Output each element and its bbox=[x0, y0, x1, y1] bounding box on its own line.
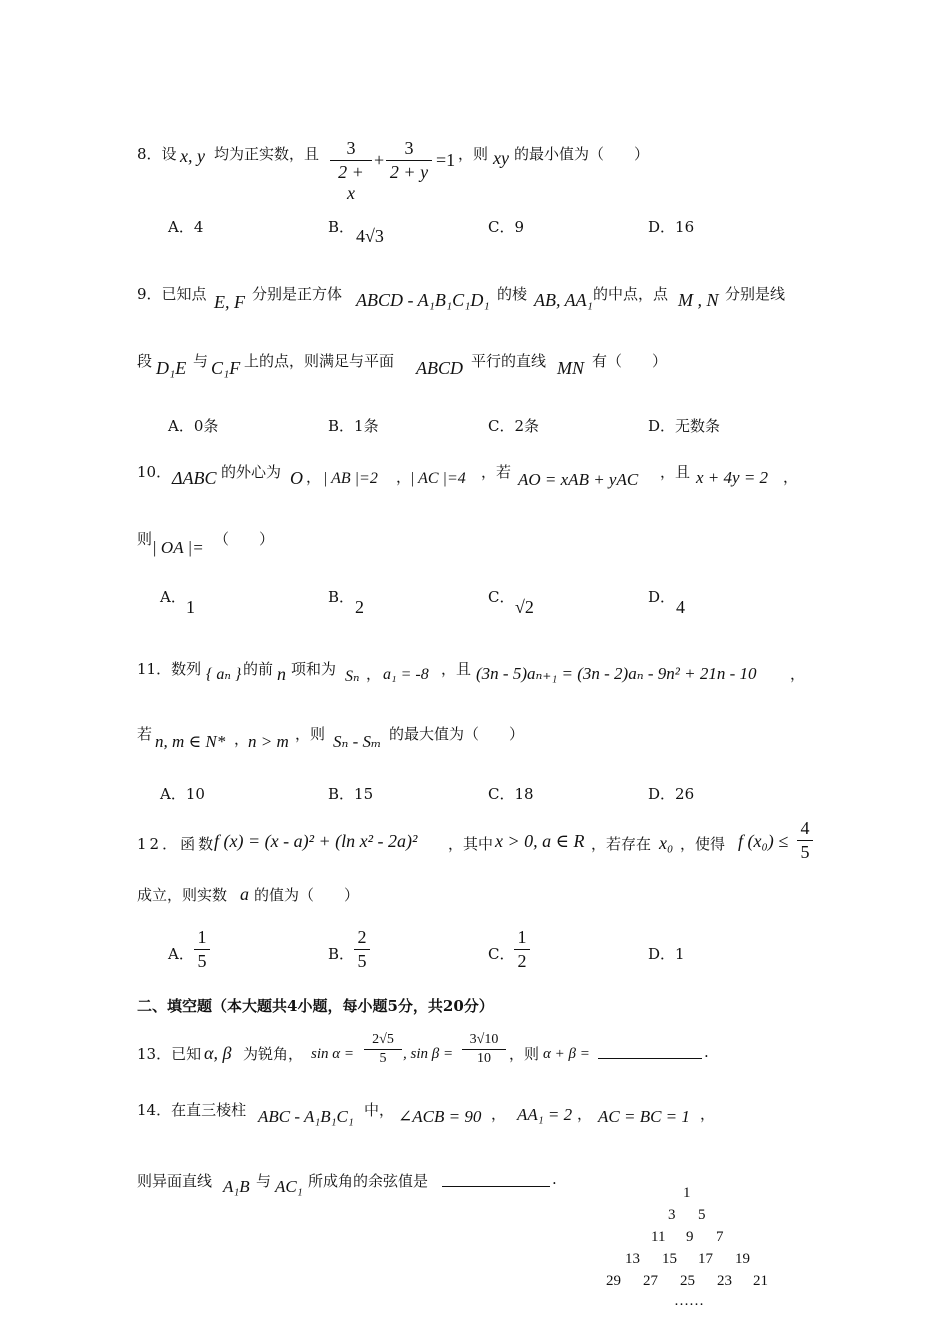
q9-option-d: D．无数条 bbox=[648, 417, 721, 435]
triangle-row4-item1: 13 bbox=[625, 1251, 640, 1267]
q8-text: 均为正实数，且 bbox=[214, 145, 320, 163]
q10-comma-1: ， bbox=[306, 468, 322, 486]
q10-o: O bbox=[290, 468, 303, 488]
q12-number: 12．函数 bbox=[137, 835, 217, 853]
triangle-row3-item3: 7 bbox=[716, 1229, 724, 1245]
q10-comma-2: ， bbox=[396, 468, 412, 486]
q9-mn: M , N bbox=[678, 290, 719, 310]
q12-option-c-fraction: 1 2 bbox=[514, 927, 530, 972]
triangle-row2-item1: 3 bbox=[668, 1207, 676, 1223]
q12-a: a bbox=[240, 884, 249, 904]
q10-option-a-value: 1 bbox=[186, 597, 195, 617]
q8-option-c: C．9 bbox=[488, 218, 525, 236]
q13-answer-blank[interactable] bbox=[598, 1044, 702, 1059]
q8-vars: x, y bbox=[180, 146, 205, 166]
q10-text-3: ，且 bbox=[660, 463, 691, 481]
q12-fx0: f (x₀) ≤ bbox=[738, 831, 789, 851]
q10-option-a-label: A． bbox=[160, 588, 186, 606]
q14-comma-3: ， bbox=[700, 1105, 716, 1123]
q12-text-2: ，若存在 bbox=[591, 835, 652, 853]
q11-difference: Sₙ - Sₘ bbox=[333, 732, 382, 751]
q8-comma: ，则 bbox=[458, 145, 489, 163]
q14-prism: ABC - A₁B₁C₁ bbox=[258, 1107, 354, 1126]
q13-alpha-beta: α, β bbox=[204, 1043, 232, 1063]
q12-text-3: ，使得 bbox=[680, 835, 726, 853]
q11-n: n bbox=[277, 664, 286, 684]
q9-tail: 有（ ） bbox=[592, 352, 668, 370]
q14-angle: ∠ACB = 90 bbox=[398, 1107, 482, 1126]
q12-function: f (x) = (x - a)² + (ln x² - 2a)² bbox=[214, 831, 418, 851]
q8-number: 8．设 bbox=[137, 145, 177, 163]
q8-option-a: A．4 bbox=[168, 218, 204, 236]
q13-number: 13．已知 bbox=[137, 1045, 202, 1063]
q9-text-6: 平行的直线 bbox=[471, 352, 547, 370]
triangle-row5-item4: 23 bbox=[717, 1273, 732, 1289]
q13-text-2: ，则 bbox=[509, 1045, 540, 1063]
q10-number: 10． bbox=[137, 463, 172, 481]
q10-option-c-label: C． bbox=[488, 588, 515, 606]
q8-fraction-2: 3 2 + y bbox=[386, 138, 432, 183]
q10-ab: | AB |=2 bbox=[323, 470, 378, 487]
q13-period: . bbox=[704, 1043, 709, 1061]
q14-text-2: 所成角的余弦值是 bbox=[308, 1172, 429, 1190]
q10-option-d-label: D． bbox=[648, 588, 676, 606]
q12-option-d: D．1 bbox=[648, 945, 685, 963]
q12-text-1: ，其中 bbox=[448, 835, 494, 853]
q9-line2-start: 段 bbox=[137, 352, 153, 370]
q14-comma-2: ， bbox=[577, 1105, 593, 1123]
q9-text-1: 分别是正方体 bbox=[252, 285, 343, 303]
q11-tail: 的最大值为（ ） bbox=[389, 725, 525, 743]
q14-number: 14．在直三棱柱 bbox=[137, 1101, 247, 1119]
q8-option-d: D．16 bbox=[648, 218, 695, 236]
q11-text-4: ，则 bbox=[295, 725, 326, 743]
q12-option-b-label: B． bbox=[328, 945, 355, 963]
q10-paren: （ ） bbox=[214, 530, 275, 548]
q13-text-1: 为锐角， bbox=[243, 1045, 304, 1063]
q13-sin-alpha: sin α = bbox=[311, 1046, 355, 1062]
triangle-row5-item3: 25 bbox=[680, 1273, 695, 1289]
q9-text-4: 分别是线 bbox=[725, 285, 786, 303]
q8-option-b: B． bbox=[328, 218, 355, 236]
q9-ef: E, F bbox=[214, 292, 245, 312]
q11-comma-3: ， bbox=[790, 665, 806, 683]
q11-text-3: ，且 bbox=[441, 660, 472, 678]
q10-option-b-value: 2 bbox=[355, 597, 364, 617]
q12-fraction: 4 5 bbox=[797, 818, 813, 863]
q11-nm: n, m ∈ N* bbox=[155, 732, 226, 751]
q11-n-gt-m: n > m bbox=[248, 732, 289, 751]
q13-sum: α + β = bbox=[543, 1046, 590, 1062]
q13-sin-beta: , sin β = bbox=[403, 1046, 454, 1062]
q8-option-b-math: 4√3 bbox=[356, 226, 384, 246]
q9-cube: ABCD - A₁B₁C₁D₁ bbox=[356, 290, 490, 310]
q9-option-a: A．0条 bbox=[168, 417, 219, 435]
q11-sequence: { aₙ } bbox=[206, 666, 242, 683]
q10-comma-5: ， bbox=[783, 468, 799, 486]
triangle-row5-item5: 21 bbox=[753, 1273, 768, 1289]
q11-text-2: 项和为 bbox=[291, 660, 337, 678]
q8-tail: 的最小值为（ ） bbox=[514, 145, 650, 163]
q12-line2-start: 成立，则实数 bbox=[137, 886, 228, 904]
triangle-row3-item1: 11 bbox=[651, 1229, 666, 1245]
triangle-row1-item1: 1 bbox=[683, 1185, 691, 1201]
q9-c1f: C₁F bbox=[211, 358, 241, 378]
q11-a1: a₁ = -8 bbox=[383, 666, 429, 683]
q14-line2-start: 则异面直线 bbox=[137, 1172, 213, 1190]
q12-option-a-label: A． bbox=[168, 945, 194, 963]
q14-ac1: AC₁ bbox=[275, 1177, 303, 1196]
q12-tail: 的值为（ ） bbox=[254, 886, 360, 904]
q10-vector-eq: AO = xAB + yAC bbox=[518, 470, 639, 489]
q11-recurrence: (3n - 5)aₙ₊₁ = (3n - 2)aₙ - 9n² + 21n - 10 bbox=[476, 664, 757, 683]
q14-comma-1: ， bbox=[491, 1105, 507, 1123]
q9-text-5: 上的点，则满足与平面 bbox=[244, 352, 395, 370]
q14-answer-blank[interactable] bbox=[442, 1172, 550, 1187]
section-title: 二、填空题（本大题共4小题，每小题5分，共20分） bbox=[137, 997, 494, 1015]
q11-option-b: B．15 bbox=[328, 785, 374, 803]
triangle-row4-item2: 15 bbox=[662, 1251, 677, 1267]
triangle-row4-item4: 19 bbox=[735, 1251, 750, 1267]
q9-d1e: D₁E bbox=[156, 358, 187, 378]
q12-option-a-fraction: 1 5 bbox=[194, 927, 210, 972]
triangle-row3-item2: 9 bbox=[686, 1229, 694, 1245]
q14-ac-bc: AC = BC = 1 bbox=[598, 1107, 690, 1126]
q9-mn-line: MN bbox=[557, 358, 584, 378]
q9-plane: ABCD bbox=[416, 358, 463, 378]
q13-fraction-1: 2√5 5 bbox=[364, 1032, 402, 1067]
q10-option-c-value: √2 bbox=[515, 597, 534, 617]
q11-comma-1: ， bbox=[366, 665, 382, 683]
q14-period: . bbox=[552, 1170, 557, 1188]
q9-text-3: 的中点，点 bbox=[593, 285, 669, 303]
q14-a1b: A₁B bbox=[223, 1177, 250, 1196]
q8-xy: xy bbox=[493, 148, 509, 168]
q9-and: 与 bbox=[193, 352, 209, 370]
q11-comma-4: ， bbox=[234, 730, 250, 748]
q11-option-a: A．10 bbox=[160, 785, 205, 803]
triangle-ellipsis: …… bbox=[674, 1293, 704, 1309]
q10-ac: | AC |=4 bbox=[410, 470, 466, 487]
q10-option-b-label: B． bbox=[328, 588, 355, 606]
triangle-row4-item3: 17 bbox=[698, 1251, 713, 1267]
triangle-row2-item2: 5 bbox=[698, 1207, 706, 1223]
q12-x0: x₀ bbox=[659, 833, 674, 853]
q14-and: 与 bbox=[256, 1172, 272, 1190]
q11-text-1: 的前 bbox=[243, 660, 274, 678]
triangle-row5-item2: 27 bbox=[643, 1273, 658, 1289]
q8-plus: + bbox=[374, 150, 385, 170]
triangle-row5-item1: 29 bbox=[606, 1273, 621, 1289]
q12-option-b-fraction: 2 5 bbox=[354, 927, 370, 972]
q8-fraction-1: 3 2 + x bbox=[330, 138, 372, 204]
q10-text-1: 的外心为 bbox=[221, 463, 282, 481]
q8-equals: =1 bbox=[436, 150, 456, 170]
q11-option-c: C．18 bbox=[488, 785, 534, 803]
q11-number: 11．数列 bbox=[137, 660, 202, 678]
q12-condition: x > 0, a ∈ R bbox=[495, 831, 585, 851]
q10-option-d-value: 4 bbox=[676, 597, 685, 617]
q9-option-b: B．1条 bbox=[328, 417, 379, 435]
q13-fraction-2: 3√10 10 bbox=[462, 1032, 506, 1067]
q14-aa1: AA₁ = 2 bbox=[517, 1105, 573, 1124]
q11-sn: Sₙ bbox=[345, 668, 360, 685]
q11-option-d: D．26 bbox=[648, 785, 695, 803]
q9-edges: AB, AA₁ bbox=[534, 290, 593, 310]
q11-line2-start: 若 bbox=[137, 725, 153, 743]
q10-triangle: ΔABC bbox=[172, 468, 217, 488]
q9-option-c: C．2条 bbox=[488, 417, 540, 435]
q9-text-2: 的棱 bbox=[497, 285, 528, 303]
q12-option-c-label: C． bbox=[488, 945, 515, 963]
q10-condition: x + 4y = 2 bbox=[696, 468, 769, 487]
q10-oa: | OA |= bbox=[152, 538, 204, 557]
q14-text-1: 中， bbox=[364, 1101, 395, 1119]
q10-line2-start: 则 bbox=[137, 530, 153, 548]
q9-number: 9．已知点 bbox=[137, 285, 207, 303]
q10-text-2: ，若 bbox=[481, 463, 512, 481]
